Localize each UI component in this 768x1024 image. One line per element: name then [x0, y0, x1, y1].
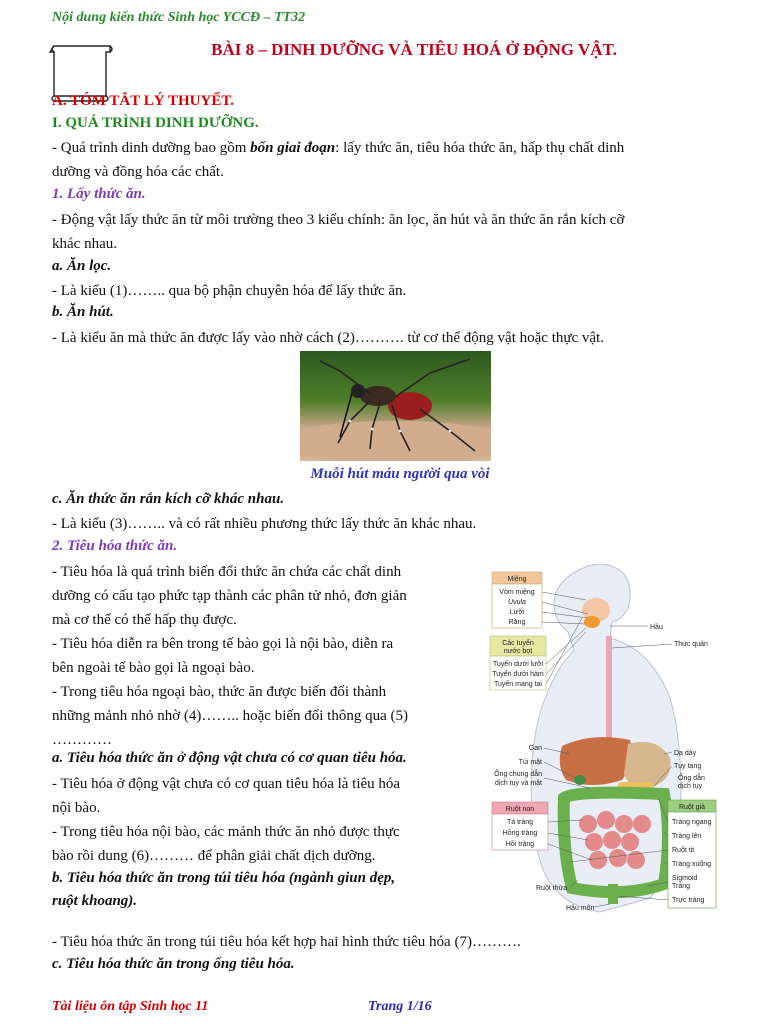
sub1-b-title: b. Ăn hút.	[52, 304, 114, 320]
large-item: Sigmoid	[672, 875, 698, 882]
large-intestine-head: Ruột già	[678, 804, 706, 811]
sub2-line: mà cơ thể có thể hấp thụ được.	[52, 612, 237, 628]
part-a-title: A. TÓM TẮT LÝ THUYẾT.	[52, 93, 234, 109]
sub2-c-title: c. Tiêu hóa thức ăn trong ống tiêu hóa.	[52, 956, 295, 972]
sub1-c-text: - Là kiểu (3)…….. và có rất nhiều phương thức lấy thức ăn khác nhau.	[52, 516, 477, 532]
mouth-item: Uvula	[508, 599, 526, 606]
mosquito-illustration	[300, 351, 491, 461]
image-caption: Muỗi hút máu người qua vòi	[310, 466, 490, 482]
large-item: Tràng ngang	[672, 819, 712, 826]
label-pharynx: Hầu	[650, 624, 663, 631]
label-liver: Gan	[528, 745, 542, 752]
sub2-a-line: - Tiêu hóa ở động vật chưa có cơ quan tiêu hóa là tiêu hóa	[52, 776, 401, 792]
sub1-c-title: c. Ăn thức ăn rắn kích cỡ khác nhau.	[52, 491, 285, 507]
sub2-line: dưỡng có cấu tạo phức tạp thành các phân tử nhỏ, đơn giản	[52, 588, 407, 604]
lesson-title: BÀI 8 – DINH DƯỠNG VÀ TIÊU HOÁ Ở ĐỘNG VẬT.	[211, 40, 617, 59]
label-pancreatic-duct: Ống dẫn	[678, 775, 705, 782]
sub1-a-text: - Là kiểu (1)…….. qua bộ phận chuyên hóa để lấy thức ăn.	[52, 283, 407, 299]
mouth-head: Miệng	[507, 576, 527, 583]
glands-head: nước bọt	[503, 648, 533, 655]
mouth-item: Vòm miệng	[499, 589, 535, 596]
intro-rest: : lấy thức ăn, tiêu hóa thức ăn, hấp thụ chất dinh	[335, 140, 625, 156]
small-item: Hồi tràng	[505, 841, 535, 848]
label-anus: Hậu môn	[566, 905, 595, 912]
sub2-line: - Tiêu hóa diễn ra bên trong tế bào gọi là nội bào, diễn ra	[52, 636, 394, 652]
sub2-line: - Tiêu hóa là quá trình biến đổi thức ăn chứa các chất dinh	[52, 564, 402, 580]
sub2-line: bên ngoài tế bào gọi là ngoại bào.	[52, 660, 255, 676]
sub1-line2: khác nhau.	[52, 236, 117, 252]
glands-item: Tuyến dưới hàm	[492, 671, 544, 678]
sub2-a-line: bào rồi dung (6)……… để phân giải chất dịch dưỡng.	[52, 848, 376, 864]
sub2-a-line: nội bào.	[52, 800, 101, 816]
label-bile-duct: Ống chung dẫn	[494, 771, 542, 778]
large-item: Tràng lên	[672, 833, 702, 840]
sub2-line: …………	[52, 732, 112, 748]
page-number: Trang 1/16	[368, 999, 432, 1014]
glands-item: Tuyến mang tai	[494, 681, 542, 688]
sub2-a-line: - Trong tiêu hóa nội bào, các mảnh thức ăn nhỏ được thực	[52, 824, 400, 840]
glands-head: Các tuyến	[502, 640, 534, 647]
section1-title: I. QUÁ TRÌNH DINH DƯỠNG.	[52, 115, 259, 131]
label-pancreatic-duct: dịch tụy	[678, 783, 703, 790]
sub2-line: - Trong tiêu hóa ngoại bào, thức ăn được biến đổi thành	[52, 684, 387, 700]
small-item: Tá tràng	[506, 819, 534, 826]
document-header: Nội dung kiến thức Sinh học YCCĐ – TT32	[52, 10, 306, 25]
sub1-b-text: - Là kiểu ăn mà thức ăn được lấy vào nhờ cách (2)………. từ cơ thể động vật hoặc thực vật.	[52, 330, 604, 346]
digestive-system-diagram	[478, 562, 740, 920]
label-appendix: Ruột thừa	[536, 885, 568, 892]
sub2-a-title: a. Tiêu hóa thức ăn ở động vật chưa có cơ quan tiêu hóa.	[52, 750, 407, 766]
large-item: Tràng	[672, 883, 691, 890]
sub1-line1: - Động vật lấy thức ăn từ môi trường theo 3 kiểu chính: ăn lọc, ăn hút và ăn thức ăn rắn kích cỡ	[52, 212, 625, 228]
section1-intro-line2: dưỡng và đồng hóa các chất.	[52, 164, 224, 180]
sub2-title: 2. Tiêu hóa thức ăn.	[52, 538, 178, 554]
footer-left: Tài liệu ôn tập Sinh học 11	[52, 999, 209, 1014]
label-esophagus: Thực quản	[674, 641, 708, 648]
sub2-a-paragraph	[52, 772, 472, 868]
large-item: Tràng xuống	[672, 861, 712, 868]
mouth-item: Răng	[508, 619, 526, 626]
sub2-line: những mảnh nhỏ nhờ (4)…….. hoặc biến đổi thông qua (5)	[52, 708, 409, 724]
label-gallbladder: Túi mật	[518, 759, 542, 766]
sub2-b-title-2: ruột khoang).	[52, 893, 138, 909]
large-item: Ruột tịt	[672, 847, 695, 854]
intro-bold: bốn giai đoạn	[250, 140, 336, 156]
mosquito-photo	[300, 351, 491, 461]
label-stomach: Dạ dày	[674, 750, 697, 757]
sub1-a-title: a. Ăn lọc.	[52, 258, 112, 274]
sub2-b-text: - Tiêu hóa thức ăn trong túi tiêu hóa kết hợp hai hình thức tiêu hóa (7)……….	[52, 934, 521, 950]
sub2-paragraph	[52, 560, 472, 752]
sub1-title: 1. Lấy thức ăn.	[52, 186, 146, 202]
large-item: Trực tràng	[672, 897, 705, 904]
small-item: Hồng tràng	[502, 830, 538, 837]
glands-item: Tuyến dưới lưỡi	[492, 661, 544, 668]
section1-intro	[52, 136, 752, 160]
intro-prefix: - Quá trình dinh dưỡng bao gồm	[52, 140, 251, 156]
label-bile-duct: dịch tụy và mật	[494, 780, 542, 787]
small-intestine-head: Ruột non	[505, 806, 535, 813]
mouth-item: Lưỡi	[509, 609, 525, 616]
sub2-b-title-1: b. Tiêu hóa thức ăn trong túi tiêu hóa (ngành giun dẹp,	[52, 870, 396, 886]
label-pancreas: Tụy tạng	[674, 763, 702, 770]
